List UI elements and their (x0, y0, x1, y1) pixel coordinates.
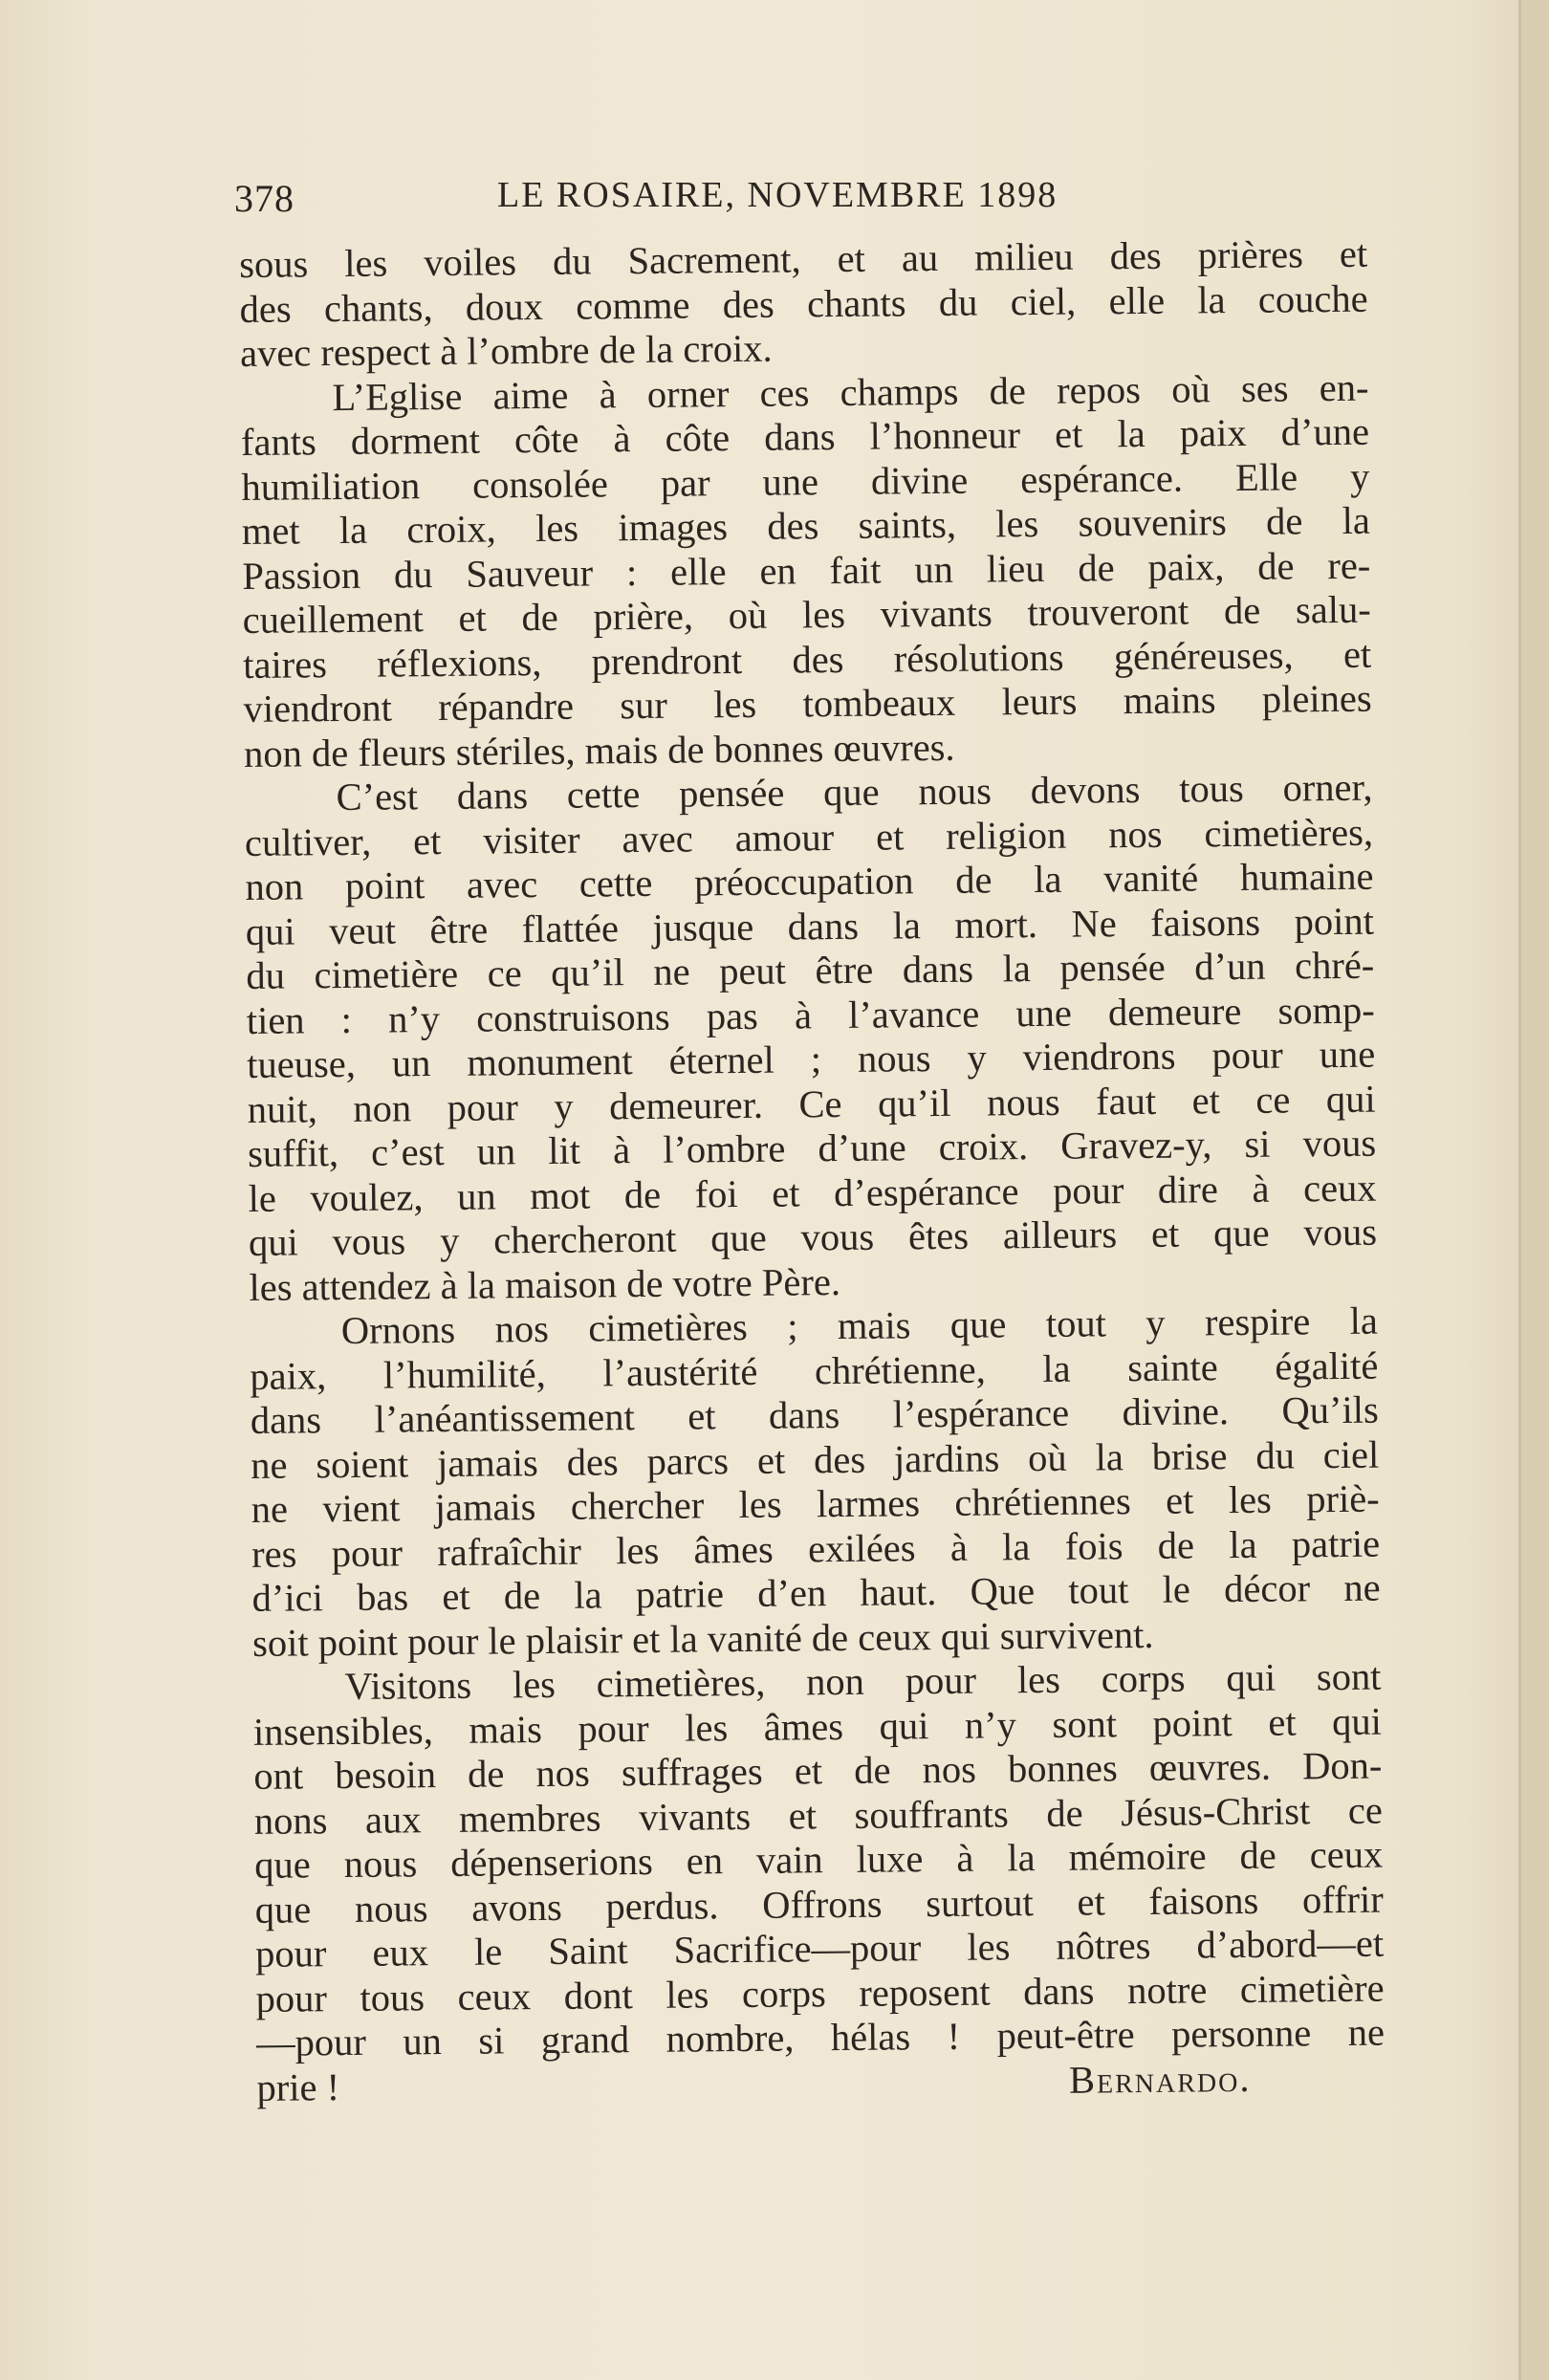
text-line: res pour rafraîchir les âmes exilées à la fois de la patrie (251, 1521, 1381, 1576)
text-line: pour eux le Saint Sacrifice—pour les nôtres d’abord—et (254, 1921, 1385, 1976)
text-line: ne soient jamais des parcs et des jardins où la brise du ciel (251, 1432, 1380, 1487)
text-line: qui veut être flattée jusque dans la mort. Ne faisons point (245, 899, 1375, 953)
page-header (234, 170, 1095, 228)
text-line: pour tous ceux dont les corps reposent dans notre cimetière (255, 1966, 1385, 2020)
text-line: C’est dans cette pensée que nous devons tous orner, (336, 765, 1373, 819)
text-line: soit point pour le plaisir et la vanité de ceux qui survivent. (251, 1612, 1154, 1665)
text-line: tueuse, un monument éternel ; nous y viendrons pour une (247, 1032, 1376, 1086)
running-title: LE ROSAIRE, NOVEMBRE 1898 (497, 175, 1058, 215)
paragraph (250, 1299, 1382, 1666)
text-line: du cimetière ce qu’il ne peut être dans la pensée d’un chré- (246, 943, 1375, 997)
text-line: le voulez, un mot de foi et d’espérance pour dire à ceux (248, 1166, 1377, 1220)
text-line: nuit, non pour y demeurer. Ce qu’il nous faut et ce qui (247, 1077, 1376, 1131)
text-line: d’ici bas et de la patrie d’en haut. Que tout le décor ne (251, 1565, 1381, 1620)
text-line: que nous dépenserions en vain luxe à la mémoire de ceux (254, 1832, 1384, 1887)
text-line: les attendez à la maison de votre Père. (249, 1259, 841, 1309)
text-line: qui vous y chercheront que vous êtes ailleurs et que vous (248, 1210, 1378, 1264)
text-line: cultiver, et visiter avec amour et religion nos cimetières, (244, 810, 1374, 864)
page-margin (1521, 0, 1549, 2380)
text-line: humiliation consolée par une divine espérance. Elle y (241, 454, 1370, 509)
text-line: Ornons nos cimetières ; mais que tout y respire la (340, 1299, 1379, 1353)
text-line: met la croix, les images des saints, les souvenirs de la (241, 498, 1371, 553)
text-line: des chants, doux comme des chants du ciel, elle la couche (239, 276, 1368, 331)
closing-words: prie ! (256, 2064, 340, 2109)
page-number: 378 (234, 177, 295, 220)
text-line: suffit, c’est un lit à l’ombre d’une croix. Gravez-y, si vous (247, 1121, 1377, 1175)
text-line: cueillement et de prière, où les vivants trouveront de salu- (242, 587, 1371, 642)
text-line: viendront répandre sur les tombeaux leurs mains pleines (243, 676, 1372, 731)
paragraph (240, 365, 1372, 776)
text-line: sous les voiles du Sacrement, et au milieu des prières et (239, 231, 1368, 286)
paragraph (239, 232, 1368, 377)
text-line: avec respect à l’ombre de la croix. (239, 326, 773, 375)
article-body (239, 232, 1385, 2110)
text-line: nons aux membres vivants et souffrants de Jésus-Christ ce (253, 1788, 1384, 1843)
text-line: ont besoin de nos suffrages et de nos bonnes œuvres. Don- (253, 1743, 1383, 1798)
text-line: taires réflexions, prendront des résolutions généreuses, et (243, 632, 1372, 687)
text-line: non point avec cette préoccupation de la vanité humaine (245, 854, 1374, 908)
text-line: —pour un si grand nombre, hélas ! peut-être personne ne (255, 2010, 1385, 2064)
text-line: insensibles, mais pour les âmes qui n’y sont point et qui (252, 1699, 1383, 1754)
text-line: tien : n’y construisons pas à l’avance une demeure somp- (246, 988, 1375, 1042)
paragraph (252, 1655, 1385, 2066)
text-line: que nous avons perdus. Offrons surtout et faisons offrir (254, 1877, 1384, 1932)
author-signature: Bernardo. (1068, 2056, 1252, 2102)
text-line: L’Eglise aime à orner ces champs de repos où ses en- (332, 365, 1369, 419)
text-line: Visitons les cimetières, non pour les corps qui sont (344, 1654, 1382, 1709)
text-line: ne vient jamais chercher les larmes chrétiennes et les priè- (251, 1476, 1380, 1531)
text-line: dans l’anéantissement et dans l’espérance divine. Qu’ils (250, 1387, 1379, 1442)
text-line: fants dorment côte à côte dans l’honneur et la paix d’une (240, 409, 1370, 464)
text-line: non de fleurs stériles, mais de bonnes œuvres. (243, 725, 955, 775)
text-line: Passion du Sauveur : elle en fait un lieu de paix, de re- (242, 543, 1371, 598)
paragraph (244, 766, 1377, 1310)
text-line: paix, l’humilité, l’austérité chrétienne, la sainte égalité (250, 1343, 1379, 1398)
